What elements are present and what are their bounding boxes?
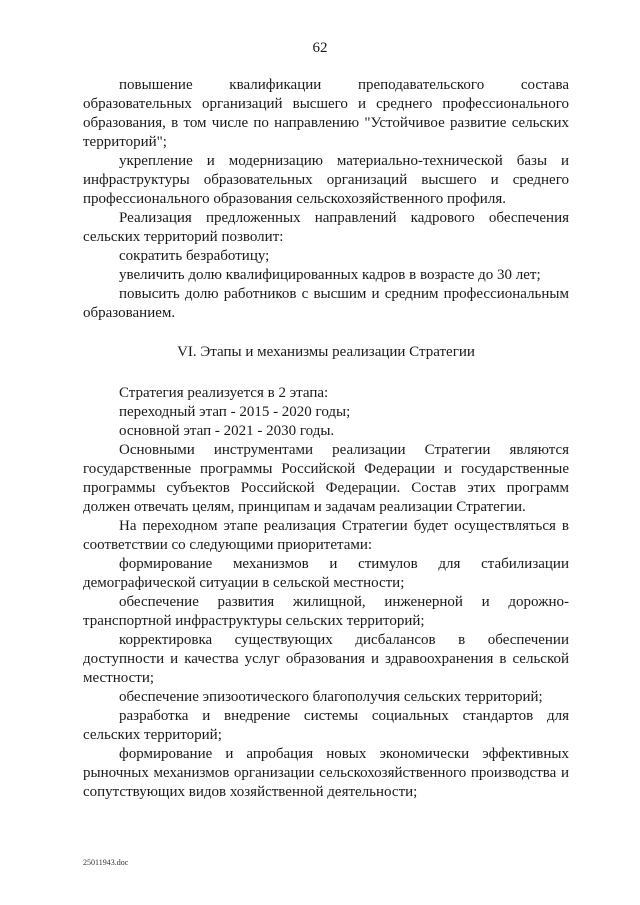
section-heading: VI. Этапы и механизмы реализации Стратегии	[177, 344, 475, 360]
paragraph: сократить безработицу;	[119, 248, 270, 264]
file-name-footer: 25011943.doc	[83, 858, 129, 867]
document-body	[83, 76, 569, 802]
paragraph: обеспечение развития жилищной, инженерной и дорожно-транспортной инфраструктуры сельских территорий;	[83, 594, 569, 629]
paragraph: разработка и внедрение системы социальных стандартов для сельских территорий;	[83, 708, 569, 743]
paragraph: формирование механизмов и стимулов для стабилизации демографической ситуации в сельской местности;	[83, 556, 569, 591]
paragraph: На переходном этапе реализация Стратегии будет осуществляться в соответствии со следующими приоритетами:	[83, 518, 569, 553]
paragraph: обеспечение эпизоотического благополучия сельских территорий;	[119, 689, 543, 705]
paragraph: Реализация предложенных направлений кадрового обеспечения сельских территорий позволит:	[83, 210, 569, 245]
paragraph: укрепление и модернизацию материально-технической базы и инфраструктуры образовательных организаций высшего и среднего профессионального образования сельскохозяйственного профиля.	[83, 153, 569, 207]
paragraph: повысить долю работников с высшим и средним профессиональным образованием.	[83, 286, 569, 321]
paragraph: повышение квалификации преподавательского состава образовательных организаций высшего и среднего профессионального образования, в том числе по направлению "Устойчивое развитие сельских территорий";	[83, 77, 569, 150]
paragraph: основной этап - 2021 - 2030 годы.	[119, 423, 335, 439]
paragraph: Стратегия реализуется в 2 этапа:	[119, 385, 329, 401]
paragraph: Основными инструментами реализации Стратегии являются государственные программы Российской Федерации и государственные программы субъектов Российской Федерации. Состав этих программ должен отвечать целям, принципам и задачам реализации Стратегии.	[83, 442, 569, 515]
paragraph: переходный этап - 2015 - 2020 годы;	[119, 404, 351, 420]
paragraph: увеличить долю квалифицированных кадров в возрасте до 30 лет;	[119, 267, 541, 283]
paragraph: формирование и апробация новых экономически эффективных рыночных механизмов организации сельскохозяйственного производства и сопутствующих видов хозяйственной деятельности;	[83, 746, 569, 800]
paragraph: корректировка существующих дисбалансов в обеспечении доступности и качества услуг образования и здравоохранения в сельской местности;	[83, 632, 569, 686]
page-number: 62	[312, 40, 328, 56]
